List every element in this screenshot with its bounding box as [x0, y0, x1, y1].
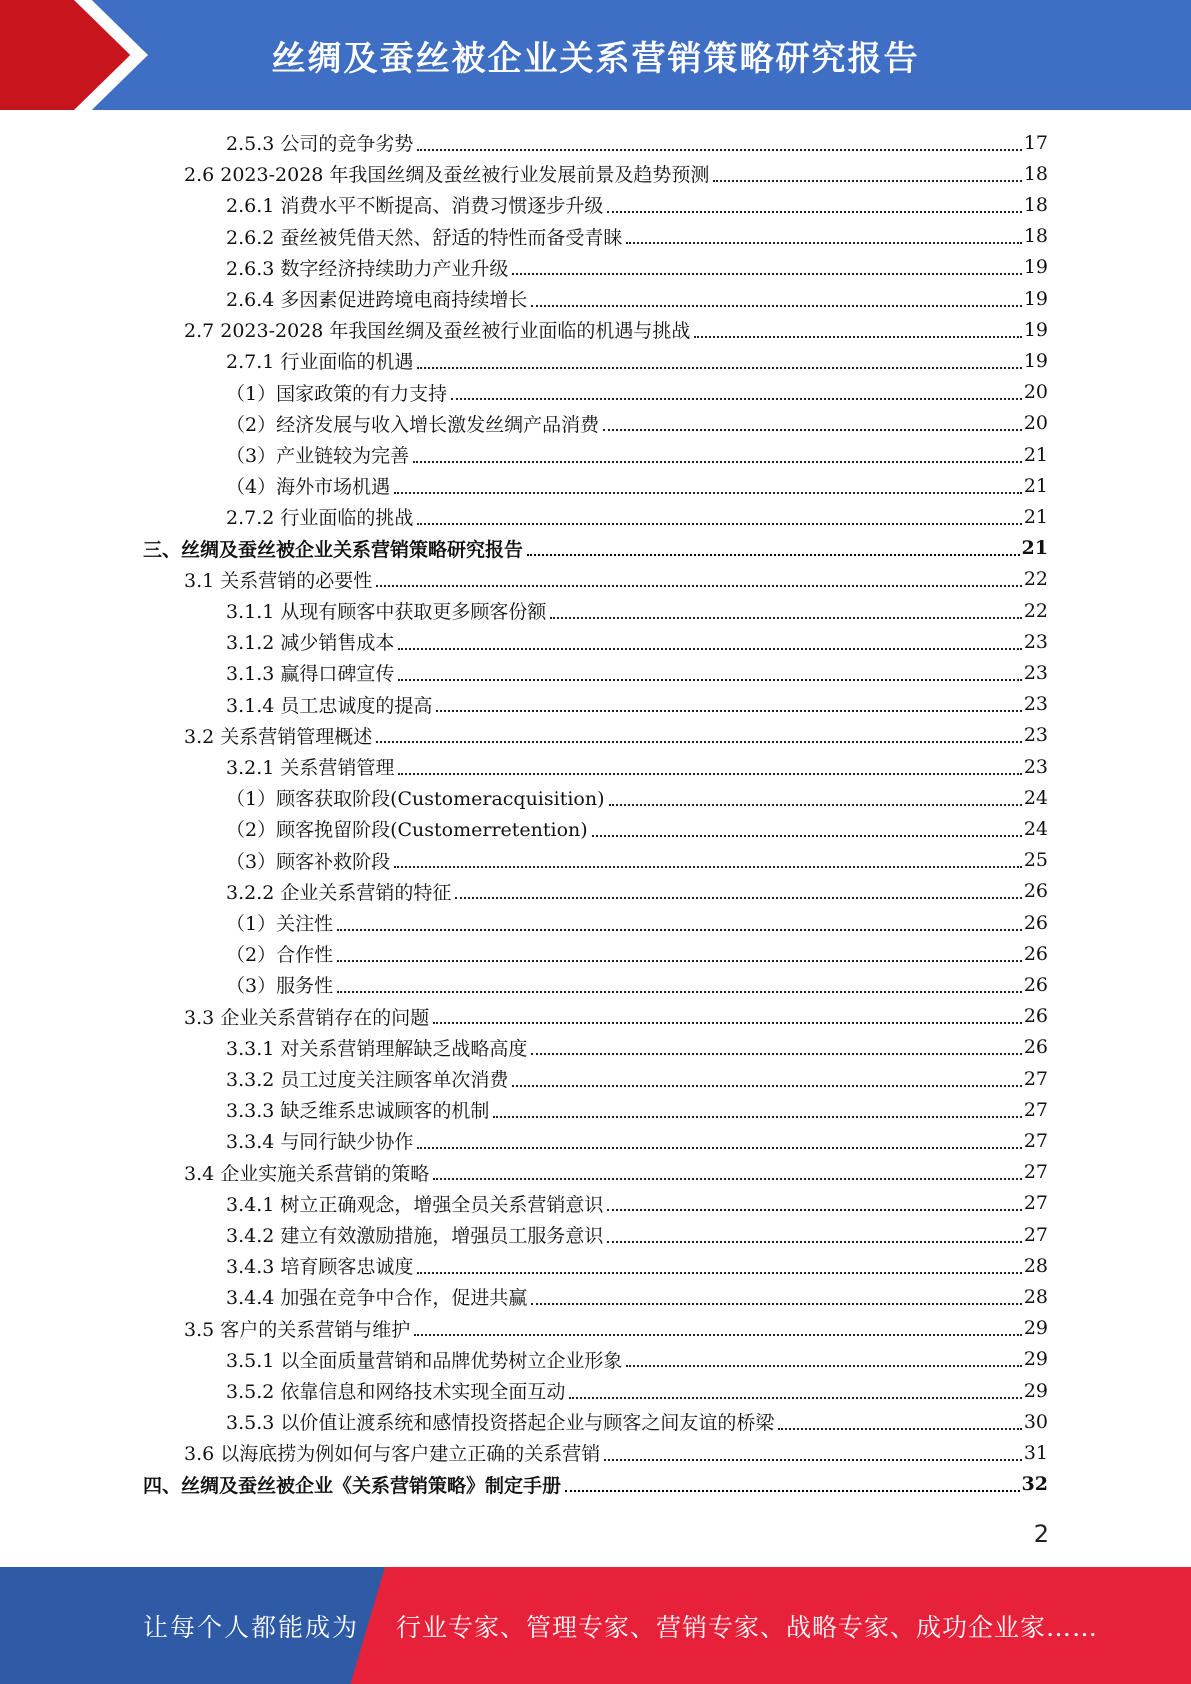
toc-entry-title: 2.6 2023-2028 年我国丝绸及蚕丝被行业发展前景及趋势预测	[184, 164, 710, 187]
toc-entry-title: （3）产业链较为完善	[226, 445, 410, 467]
toc-entry[interactable]	[226, 595, 1048, 626]
toc-entry[interactable]	[226, 626, 1048, 657]
toc-entry-title: 2.7.2 行业面临的挑战	[226, 507, 414, 530]
toc-entry-page: 21	[1023, 443, 1048, 466]
toc-entry-page: 29	[1023, 1348, 1048, 1371]
toc-entry-page: 26	[1023, 942, 1048, 965]
toc-entry-page: 30	[1023, 1410, 1048, 1433]
toc-entry-title: 3.5.3 以价值让渡系统和感情投资搭起企业与顾客之间友谊的桥梁	[226, 1412, 775, 1435]
toc-dot-leader	[531, 1303, 1021, 1305]
toc-entry[interactable]	[226, 283, 1048, 314]
toc-entry-title: 3.2 关系营销管理概述	[184, 725, 373, 748]
toc-entry-page: 27	[1023, 1129, 1048, 1152]
toc-entry[interactable]	[226, 657, 1048, 688]
toc-entry-title: 2.7.1 行业面临的机遇	[226, 351, 414, 374]
toc-dot-leader	[398, 773, 1021, 775]
toc-entry-page: 27	[1023, 1067, 1048, 1090]
toc-dot-leader	[565, 1490, 1020, 1492]
toc-entry-page: 31	[1023, 1441, 1048, 1464]
toc-entry-page: 22	[1023, 599, 1048, 622]
toc-dot-leader	[417, 523, 1021, 525]
toc-entry-title: 2.6.2 蚕丝被凭借天然、舒适的特性而备受青睐	[226, 226, 623, 249]
toc-entry-page: 18	[1023, 225, 1048, 248]
toc-entry-title: 3.6 以海底捞为例如何与客户建立正确的关系营销	[184, 1443, 601, 1466]
toc-dot-leader	[512, 1085, 1021, 1087]
toc-entry[interactable]	[226, 1094, 1048, 1125]
toc-entry-page: 17	[1023, 131, 1048, 154]
toc-dot-leader	[417, 367, 1021, 369]
toc-entry-title: 3.1 关系营销的必要性	[184, 569, 373, 592]
toc-entry[interactable]	[226, 1406, 1048, 1437]
toc-entry[interactable]	[226, 1063, 1048, 1094]
toc-dot-leader	[607, 1209, 1021, 1211]
toc-dot-leader	[531, 1053, 1021, 1055]
toc-entry[interactable]	[226, 501, 1048, 532]
toc-dot-leader	[414, 1334, 1022, 1336]
toc-entry-page: 28	[1023, 1254, 1048, 1277]
toc-dot-leader	[607, 211, 1021, 213]
toc-entry[interactable]	[226, 969, 1048, 1000]
toc-entry-page: 19	[1023, 349, 1048, 372]
toc-entry[interactable]	[226, 751, 1048, 782]
toc-entry-title: 3.1.2 减少销售成本	[226, 632, 395, 655]
toc-entry-page: 27	[1023, 1161, 1048, 1184]
toc-entry-title: 3.3.3 缺乏维系忠诚顾客的机制	[226, 1100, 490, 1123]
toc-entry-page: 26	[1023, 973, 1048, 996]
toc-entry-title: 3.5.1 以全面质量营销和品牌优势树立企业形象	[226, 1349, 623, 1372]
toc-entry-page: 27	[1023, 1223, 1048, 1246]
toc-entry-title: 3.1.4 员工忠诚度的提高	[226, 694, 433, 717]
toc-entry-title: （1）顾客获取阶段(Customeracquisition)	[226, 788, 605, 811]
toc-dot-leader	[417, 1147, 1021, 1149]
toc-dot-leader	[592, 835, 1022, 837]
toc-entry-page: 23	[1023, 693, 1048, 716]
toc-entry-title: 2.5.3 公司的竞争劣势	[226, 133, 414, 155]
toc-entry-title: （1）关注性	[226, 913, 334, 935]
toc-entry[interactable]	[226, 782, 1048, 813]
toc-entry-title: 2.7 2023-2028 年我国丝绸及蚕丝被行业面临的机遇与挑战	[184, 320, 691, 343]
toc-entry-page: 18	[1023, 162, 1048, 185]
toc-entry-page: 26	[1023, 1005, 1048, 1028]
toc-dot-leader	[394, 492, 1022, 494]
toc-dot-leader	[550, 617, 1021, 619]
toc-entry-page: 24	[1023, 817, 1048, 840]
footer-slogan-left: 让每个人都能成为	[143, 1612, 360, 1642]
toc-entry[interactable]	[226, 189, 1048, 220]
toc-entry[interactable]	[184, 1001, 1048, 1032]
toc-entry-title: 3.3 企业关系营销存在的问题	[184, 1006, 430, 1029]
toc-entry-title: （3）服务性	[226, 975, 334, 998]
toc-dot-leader	[394, 866, 1022, 868]
toc-dot-leader	[694, 336, 1021, 338]
toc-dot-leader	[337, 991, 1022, 993]
toc-entry[interactable]	[226, 1250, 1048, 1281]
toc-entry[interactable]	[184, 1157, 1048, 1188]
toc-dot-leader	[337, 929, 1022, 931]
toc-entry[interactable]	[226, 1375, 1048, 1406]
toc-entry[interactable]	[184, 720, 1048, 751]
toc-entry-title: （3）顾客补救阶段	[226, 850, 391, 873]
toc-entry[interactable]	[226, 813, 1048, 844]
toc-entry-page: 19	[1023, 287, 1048, 310]
toc-entry-page: 26	[1023, 880, 1048, 903]
toc-entry-title: （4）海外市场机遇	[226, 476, 391, 499]
toc-entry-title: 3.3.2 员工过度关注顾客单次消费	[226, 1069, 509, 1091]
page-footer	[0, 1567, 1191, 1684]
toc-entry-page: 26	[1023, 1036, 1048, 1059]
toc-entry[interactable]	[226, 845, 1048, 876]
toc-entry-title: 3.2.1 关系营销管理	[226, 757, 395, 779]
toc-entry-title: 四、丝绸及蚕丝被企业《关系营销策略》制定手册	[143, 1474, 562, 1497]
toc-entry-page: 29	[1023, 1379, 1048, 1402]
toc-entry[interactable]	[143, 1469, 1048, 1500]
toc-entry[interactable]	[184, 314, 1048, 345]
toc-dot-leader	[337, 960, 1022, 962]
toc-dot-leader	[626, 1365, 1021, 1367]
toc-dot-leader	[493, 1116, 1021, 1118]
toc-entry-title: 3.4.2 建立有效激励措施，增强员工服务意识	[226, 1225, 604, 1247]
toc-entry-page: 23	[1023, 724, 1048, 747]
toc-entry-page: 18	[1023, 193, 1048, 216]
toc-dot-leader	[603, 429, 1022, 431]
toc-dot-leader	[451, 398, 1022, 400]
toc-dot-leader	[626, 242, 1021, 244]
toc-entry-page: 20	[1023, 381, 1048, 404]
toc-entry[interactable]	[226, 1344, 1048, 1375]
toc-dot-leader	[376, 585, 1022, 587]
toc-entry[interactable]	[226, 876, 1048, 907]
toc-dot-leader	[607, 1241, 1021, 1243]
toc-entry-page: 32	[1021, 1473, 1048, 1496]
toc-entry[interactable]	[226, 938, 1048, 969]
toc-entry-title: 3.3.1 对关系营销理解缺乏战略高度	[226, 1037, 528, 1060]
document-title: 丝绸及蚕丝被企业关系营销策略研究报告	[271, 38, 920, 79]
toc-dot-leader	[609, 804, 1022, 806]
toc-entry-title: 2.6.1 消费水平不断提高、消费习惯逐步升级	[226, 195, 604, 218]
toc-entry-title: （2）经济发展与收入增长激发丝绸产品消费	[226, 413, 600, 436]
toc-entry[interactable]	[226, 1188, 1048, 1219]
toc-entry[interactable]	[226, 1032, 1048, 1063]
toc-entry[interactable]	[184, 1437, 1048, 1468]
toc-dot-leader	[713, 180, 1021, 182]
toc-dot-leader	[398, 679, 1021, 681]
toc-entry-page: 23	[1023, 630, 1048, 653]
toc-entry[interactable]	[226, 345, 1048, 376]
toc-entry[interactable]	[143, 533, 1048, 564]
toc-entry-page: 28	[1023, 1285, 1048, 1308]
toc-entry-title: 3.3.4 与同行缺少协作	[226, 1131, 414, 1154]
toc-dot-leader	[398, 648, 1021, 650]
toc-entry[interactable]	[226, 377, 1048, 408]
toc-dot-leader	[417, 1272, 1021, 1274]
toc-entry[interactable]	[184, 158, 1048, 189]
toc-entry-page: 23	[1023, 661, 1048, 684]
toc-dot-leader	[778, 1428, 1021, 1430]
toc-entry-page: 27	[1023, 1192, 1048, 1215]
toc-entry-page: 19	[1023, 318, 1048, 341]
toc-entry[interactable]	[226, 1219, 1048, 1250]
toc-entry[interactable]	[184, 1313, 1048, 1344]
page-header	[0, 0, 1191, 110]
toc-entry-page: 26	[1023, 911, 1048, 934]
toc-entry-title: 三、丝绸及蚕丝被企业关系营销策略研究报告	[143, 538, 524, 561]
toc-dot-leader	[433, 1178, 1022, 1180]
toc-entry-page: 21	[1023, 474, 1048, 497]
toc-entry-title: 2.6.3 数字经济持续助力产业升级	[226, 257, 509, 280]
header-chevron-red-decoration	[0, 0, 148, 110]
toc-entry-page: 25	[1023, 849, 1048, 872]
toc-entry[interactable]	[226, 221, 1048, 252]
toc-dot-leader	[569, 1397, 1021, 1399]
toc-dot-leader	[455, 897, 1021, 899]
toc-entry[interactable]	[184, 564, 1048, 595]
toc-entry-title: （2）合作性	[226, 944, 334, 967]
toc-dot-leader	[512, 273, 1021, 275]
toc-dot-leader	[433, 1022, 1022, 1024]
toc-entry[interactable]	[226, 689, 1048, 720]
toc-entry-title: 3.2.2 企业关系营销的特征	[226, 881, 452, 904]
toc-entry-page: 22	[1023, 568, 1048, 591]
toc-entry[interactable]	[226, 127, 1048, 158]
toc-entry-page: 27	[1023, 1098, 1048, 1121]
toc-entry[interactable]	[226, 1125, 1048, 1156]
toc-entry[interactable]	[226, 439, 1048, 470]
toc-entry-title: 3.4.3 培育顾客忠诚度	[226, 1256, 414, 1279]
toc-dot-leader	[413, 461, 1022, 463]
page-number: 2	[1033, 1520, 1049, 1548]
toc-entry[interactable]	[226, 907, 1048, 938]
toc-entry-title: 3.4.4 加强在竞争中合作，促进共赢	[226, 1287, 528, 1310]
toc-dot-leader	[436, 710, 1021, 712]
toc-entry-title: 3.5 客户的关系营销与维护	[184, 1318, 411, 1341]
toc-entry-title: 3.4 企业实施关系营销的策略	[184, 1162, 430, 1185]
toc-entry-page: 21	[1021, 537, 1048, 560]
toc-dot-leader	[531, 305, 1021, 307]
toc-entry[interactable]	[226, 408, 1048, 439]
toc-entry-title: 3.4.1 树立正确观念，增强全员关系营销意识	[226, 1193, 604, 1216]
footer-slogan-right: 行业专家、管理专家、营销专家、战略专家、成功企业家……	[396, 1612, 1099, 1642]
toc-entry-title: 2.6.4 多因素促进跨境电商持续增长	[226, 289, 528, 311]
toc-dot-leader	[604, 1459, 1022, 1461]
toc-entry-page: 24	[1023, 786, 1048, 809]
toc-entry-title: 3.1.1 从现有顾客中获取更多顾客份额	[226, 601, 547, 623]
toc-entry-page: 29	[1023, 1317, 1048, 1340]
toc-entry[interactable]	[226, 252, 1048, 283]
toc-entry-page: 21	[1023, 505, 1048, 528]
toc-dot-leader	[527, 554, 1020, 556]
toc-entry[interactable]	[226, 470, 1048, 501]
toc-entry-title: 3.1.3 赢得口碑宣传	[226, 663, 395, 686]
toc-entry-page: 19	[1023, 256, 1048, 279]
toc-entry[interactable]	[226, 1281, 1048, 1312]
toc-dot-leader	[376, 741, 1022, 743]
toc-entry-title: （2）顾客挽留阶段(Customerretention)	[226, 819, 588, 842]
toc-entry-title: （1）国家政策的有力支持	[226, 382, 448, 405]
toc-entry-title: 3.5.2 依靠信息和网络技术实现全面互动	[226, 1381, 566, 1403]
toc-entry-page: 23	[1023, 755, 1048, 778]
toc-entry-page: 20	[1023, 412, 1048, 435]
toc-dot-leader	[417, 149, 1021, 151]
